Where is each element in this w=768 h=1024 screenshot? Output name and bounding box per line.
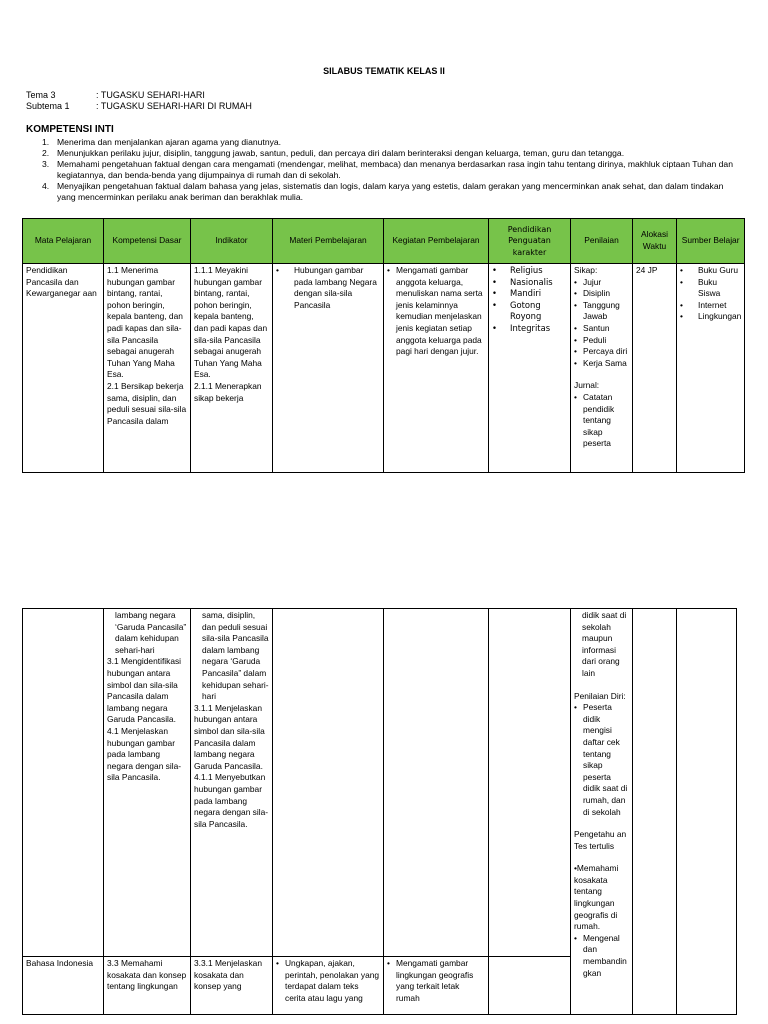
- indikator-2-1-1: 2.1.1 Menerapkan sikap bekerja: [194, 380, 262, 403]
- penilaian-sikap-item: • Disiplin: [574, 288, 629, 300]
- penilaian-jurnal-label: Jurnal:: [574, 380, 600, 391]
- header-karakter: Pendidikan Penguatan karakter: [489, 219, 571, 264]
- table-row: [23, 609, 737, 957]
- tema-value: : TUGASKU SEHARI-HARI: [96, 90, 205, 100]
- cell-mapel: [23, 609, 104, 957]
- document-title: SILABUS TEMATIK KELAS II: [323, 66, 445, 76]
- ki-item-text: Memahami pengetahuan faktual dengan cara mengamati (mendengar, melihat, membaca) dan menanya berdasarkan rasa ingin tahu tentang dirinya, makhluk ciptaan Tuhan dan kegiatannya, dan benda-benda yang dijumpainya di rumah dan di sekolah.: [57, 159, 733, 180]
- ki-item: [26, 181, 744, 203]
- penilaian-sikap-label: Sikap:: [574, 265, 598, 275]
- kd-4-1: 4.1 Menjelaskan hubungan gambar pada lambang negara dengan sila-sila Pancasila.: [107, 725, 182, 783]
- ki-item-number: 4.: [42, 181, 50, 191]
- ki-item-number: 1.: [42, 137, 50, 147]
- cell-sumber: [677, 264, 745, 473]
- cell-karakter: [489, 957, 571, 1015]
- ki-item-text: Menyajikan pengetahuan faktual dalam bahasa yang jelas, sistematis dan logis, dalam karya yang estetis, dalam gerakan yang mencerminkan anak sehat, dan dalam tindakan yang mencerminkan perilaku anak beriman dan berakhlak mulia.: [57, 181, 724, 202]
- cell-karakter: [489, 609, 571, 957]
- penilaian-sikap-item: • Kerja Sama: [574, 358, 629, 370]
- penilaian-pengetahuan-label: Pengetahu an: [574, 829, 627, 840]
- cell-materi: [273, 609, 384, 957]
- cell-alokasi: 24 JP: [633, 264, 677, 473]
- cell-indikator: 3.3.1 Menjelaskan kosakata dan konsep yang: [191, 957, 273, 1015]
- cell-mapel: Bahasa Indonesia: [23, 957, 104, 1015]
- cell-kegiatan: [384, 264, 489, 473]
- penilaian-jurnal-item: • Catatan pendidik tentang sikap peserta: [574, 392, 629, 450]
- cell-penilaian: [571, 609, 633, 1015]
- cell-kd: 3.3 Memahami kosakata dan konsep tentang lingkungan: [104, 957, 191, 1015]
- ki-item: [26, 159, 744, 181]
- cell-indikator: [191, 264, 273, 473]
- karakter-item: • Gotong Royong: [492, 300, 567, 323]
- kegiatan-item: • Mengamati gambar lingkungan geografis yang terkait letak rumah: [387, 958, 485, 1004]
- cell-alokasi: [633, 609, 677, 1015]
- subtema-value: : TUGASKU SEHARI-HARI DI RUMAH: [96, 101, 252, 111]
- cell-materi: [273, 957, 384, 1015]
- penilaian-sikap-item: • Santun: [574, 323, 629, 335]
- syllabus-table-part-2: [22, 608, 737, 1015]
- ki-item-number: 3.: [42, 159, 50, 169]
- materi-item: • Hubungan gambar pada lambang Negara dengan sila-sila Pancasila: [276, 265, 380, 311]
- kd-continuation: lambang negara ‘Garuda Pancasila” dalam kehidupan sehari-hari: [115, 610, 187, 655]
- penilaian-sikap-item: • Jujur: [574, 277, 629, 289]
- ki-list: [26, 137, 744, 203]
- cell-mapel: Pendidikan Pancasila dan Kewarganegar aan: [23, 264, 104, 473]
- ki-item-text: Menerima dan menjalankan ajaran agama yang dianutnya.: [57, 137, 282, 147]
- table-row: [23, 264, 745, 473]
- table-header-row: [23, 219, 745, 264]
- materi-item: • Ungkapan, ajakan, perintah, penolakan yang terdapat dalam teks cerita atau lagu yang: [276, 958, 380, 1004]
- penilaian-diri-label: Penilaian Diri:: [574, 690, 626, 701]
- ki-heading: KOMPETENSI INTI: [26, 124, 114, 135]
- header-kd: Kompetensi Dasar: [104, 219, 191, 264]
- ki-item-number: 2.: [42, 148, 50, 158]
- sumber-item: • Buku Siswa: [680, 277, 741, 300]
- tema-line: [26, 90, 205, 101]
- cell-sumber: [677, 609, 737, 1015]
- sumber-item: • Lingkungan: [680, 311, 741, 323]
- penilaian-mengenal: • Mengenal dan membandin gkan: [574, 933, 629, 979]
- subtema-label: Subtema 1: [26, 101, 70, 111]
- kd-3-1: 3.1 Mengidentifikasi hubungan antara simbol dan sila-sila Pancasila dalam lambang negara Garuda Pancasila.: [107, 656, 182, 725]
- penilaian-continuation: didik saat di sekolah maupun informasi dari orang lain: [582, 610, 627, 678]
- indikator-4-1-1: 4.1.1 Menyebutkan hubungan gambar pada lambang negara dengan sila-sila Pancasila.: [194, 772, 269, 829]
- ki-item-text: Menunjukkan perilaku jujur, disiplin, tanggung jawab, santun, peduli, dan percaya diri dalam berinteraksi dengan keluarga, teman, guru dan tetangga.: [57, 148, 625, 158]
- penilaian-sikap-item: • Percaya diri: [574, 346, 629, 358]
- karakter-item: • Integritas: [492, 323, 567, 335]
- cell-karakter: [489, 264, 571, 473]
- kd-2-1: 2.1 Bersikap bekerja sama, disiplin, dan peduli sesuai sila-sila Pancasila dalam: [107, 380, 187, 426]
- syllabus-table-part-1: [22, 218, 745, 473]
- header-mapel: Mata Pelajaran: [23, 219, 104, 264]
- header-indikator: Indikator: [191, 219, 273, 264]
- kegiatan-item: • Mengamati gambar anggota keluarga, menuliskan nama serta jenis kelaminnya kemudian menjelaskan jenis kegiatan setiap anggota keluarga pada pagi hari dengan jujur.: [387, 265, 485, 358]
- penilaian-sikap-item: • Tanggung Jawab: [574, 300, 629, 323]
- karakter-item: • Nasionalis: [492, 277, 567, 289]
- cell-kegiatan: [384, 957, 489, 1015]
- ki-item: [26, 137, 744, 148]
- sumber-item: • Buku Guru: [680, 265, 741, 277]
- karakter-item: • Mandiri: [492, 288, 567, 300]
- tema-label: Tema 3: [26, 90, 56, 100]
- cell-materi: [273, 264, 384, 473]
- header-kegiatan: Kegiatan Pembelajaran: [384, 219, 489, 264]
- sumber-item: • Internet: [680, 300, 741, 312]
- cell-kegiatan: [384, 609, 489, 957]
- cell-indikator: [191, 609, 273, 957]
- penilaian-diri-item: • Peserta didik mengisi daftar cek tentang sikap peserta didik saat di rumah, dan di sekolah: [574, 702, 629, 818]
- indikator-1-1-1: 1.1.1 Meyakini hubungan gambar bintang, rantai, pohon beringin, kepala banteng, dan padi kapas dan sila-sila Pancasila sebagai anugerah Tuhan Yang Maha Esa.: [194, 265, 268, 380]
- subtema-line: [26, 101, 252, 112]
- header-alokasi: Alokasi Waktu: [633, 219, 677, 264]
- penilaian-sikap-item: • Peduli: [574, 335, 629, 347]
- penilaian-memahami: •Memahami kosakata tentang lingkungan geografis di rumah.: [574, 863, 619, 932]
- cell-kd: [104, 264, 191, 473]
- header-materi: Materi Pembelajaran: [273, 219, 384, 264]
- penilaian-tes: Tes tertulis: [574, 840, 615, 851]
- indikator-continuation: sama, disiplin, dan peduli sesuai sila-sila Pancasila dalam lambang negara ‘Garuda Pancasila” dalam kehidupan sehari-hari: [202, 610, 269, 702]
- kd-1-1: 1.1 Menerima hubungan gambar bintang, rantai, pohon beringin, kepala banteng, dan padi kapas dan sila-sila Pancasila sebagai anugerah Tuhan Yang Maha Esa.: [107, 265, 183, 380]
- header-sumber: Sumber Belajar: [677, 219, 745, 264]
- cell-penilaian: [571, 264, 633, 473]
- karakter-item: • Religius: [492, 265, 567, 277]
- ki-item: [26, 148, 744, 159]
- cell-kd: [104, 609, 191, 957]
- indikator-3-1-1: 3.1.1 Menjelaskan hubungan antara simbol dan sila-sila Pancasila dalam lambang negara Garuda Pancasila.: [194, 702, 265, 771]
- header-penilaian: Penilaian: [571, 219, 633, 264]
